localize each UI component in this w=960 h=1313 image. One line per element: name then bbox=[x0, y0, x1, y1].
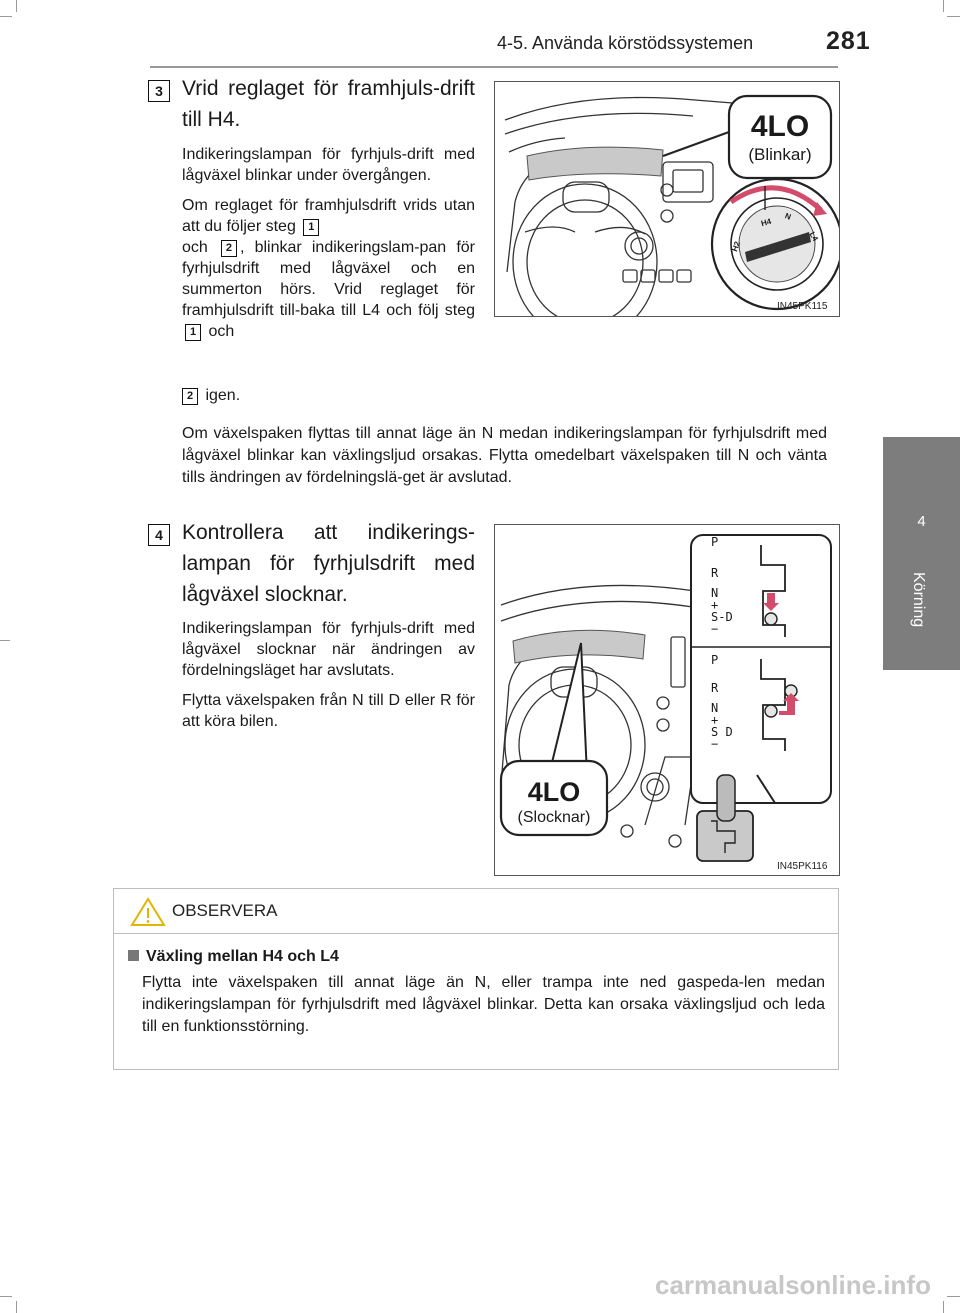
step-3-note: Om växelspaken flyttas till annat läge än N medan indikeringslampan för fyrhjulsdrift med lågväxel blinkar kan växlingsljud orsakas. Flytta omedelbart växelspaken till N och vänta tills ändringen av fördelningslä-get är avslutad. bbox=[182, 425, 827, 486]
crop-mark bbox=[943, 0, 944, 12]
square-bullet-icon bbox=[128, 950, 139, 961]
figure-4lo-blinking bbox=[494, 81, 840, 317]
caution-title: OBSERVERA bbox=[172, 901, 278, 920]
caution-header bbox=[114, 889, 838, 934]
step-3-body bbox=[182, 144, 475, 351]
indicator-label: 4LO bbox=[527, 777, 581, 807]
gate-top bbox=[711, 535, 731, 549]
text-run: och bbox=[182, 239, 208, 256]
figure-code: IN45PK116 bbox=[777, 861, 828, 872]
gate-top-minus: − bbox=[711, 622, 719, 636]
step-ref-2: 2 bbox=[221, 240, 237, 257]
step-ref-1: 1 bbox=[303, 219, 319, 236]
caution-subtitle-row bbox=[128, 948, 339, 966]
step-4-para-2: Flytta växelspaken från N till D eller R för att köra bilen. bbox=[182, 692, 475, 730]
step-ref-1b: 1 bbox=[185, 324, 201, 341]
indicator-state: (Slocknar) bbox=[517, 809, 591, 826]
text-run: Om reglaget för framhjulsdrift vrids utan att du följer steg bbox=[182, 197, 475, 235]
crop-mark bbox=[0, 1296, 12, 1297]
caution-box bbox=[113, 888, 839, 1070]
text-run: och bbox=[208, 323, 235, 340]
figure-code: IN45PK115 bbox=[777, 301, 828, 312]
step-ref-2b: 2 bbox=[182, 388, 198, 405]
crop-mark bbox=[947, 1296, 960, 1297]
crop-mark bbox=[947, 16, 960, 17]
gate-bottom-p: P bbox=[711, 653, 719, 667]
caution-subtitle: Växling mellan H4 och L4 bbox=[146, 948, 339, 965]
crop-mark bbox=[16, 0, 17, 12]
warning-triangle-icon bbox=[130, 897, 166, 927]
gate-top-sd: S-D bbox=[711, 610, 733, 624]
dial-mark-h4: H4 bbox=[760, 216, 773, 229]
step-4-title: Kontrollera att indikerings-lampan för fyrhjulsdrift med lågväxel slocknar. bbox=[182, 521, 475, 606]
step-3-para-2 bbox=[182, 195, 475, 342]
gate-bottom-plus: + bbox=[711, 713, 719, 727]
caution-text: Flytta inte växelspaken till annat läge än N, eller trampa inte ned gaspeda-len medan indikeringslampan för fyrhjulsdrift med lågväxel blinkar. Detta kan orsaka växlingsljud och leda till en funktionsstörning. bbox=[142, 974, 825, 1035]
header-divider bbox=[150, 66, 838, 68]
text-run: igen. bbox=[205, 387, 241, 404]
gate-top-n: N bbox=[711, 586, 719, 600]
gate-bottom-r: R bbox=[711, 681, 719, 695]
gate-bottom-sd: S D bbox=[711, 725, 733, 739]
crop-mark bbox=[943, 1301, 944, 1313]
gate-top-r: R bbox=[711, 566, 719, 580]
step-3-tail bbox=[182, 385, 482, 406]
gate-top-p: P bbox=[711, 535, 719, 549]
step-number-4: 4 bbox=[148, 524, 170, 546]
indicator-state: (Blinkar) bbox=[748, 145, 812, 164]
chapter-label: Körning bbox=[910, 572, 927, 628]
gate-bottom-n: N bbox=[711, 701, 719, 715]
gate-top-plus: + bbox=[711, 598, 719, 612]
dial-mark-l4: L4 bbox=[807, 230, 820, 243]
watermark: carmanualsonline.info bbox=[655, 1270, 931, 1300]
chapter-number: 4 bbox=[917, 513, 926, 530]
indicator-label: 4LO bbox=[750, 110, 810, 143]
crop-mark bbox=[16, 1301, 17, 1313]
figure-4lo-off bbox=[494, 524, 840, 876]
page-number: 281 bbox=[826, 27, 871, 55]
dial-mark-n: N bbox=[783, 211, 793, 222]
step-number-3: 3 bbox=[148, 80, 170, 102]
gate-bottom-minus: − bbox=[711, 737, 719, 751]
text-run: , blinkar indikeringslam-pan för fyrhjulsdrift med lågväxel och en summerton hörs. Vrid reglaget för framhjulsdrift till-baka till L4 och följ steg bbox=[182, 239, 475, 319]
crop-mark bbox=[0, 640, 10, 641]
dial-mark-h2: H2 bbox=[730, 240, 743, 253]
section-title: 4-5. Använda körstödssystemen bbox=[497, 33, 754, 53]
step-4-para-1: Indikeringslampan för fyrhjuls-drift med lågväxel slocknar när ändringen av fördelningsläget har avslutats. bbox=[182, 620, 475, 679]
step-3-title: Vrid reglaget för framhjuls-drift till H4. bbox=[182, 77, 475, 131]
step-4-body bbox=[182, 618, 475, 741]
crop-mark bbox=[0, 16, 12, 17]
step-3-para-1: Indikeringslampan för fyrhjuls-drift med lågväxel blinkar under övergången. bbox=[182, 146, 475, 184]
